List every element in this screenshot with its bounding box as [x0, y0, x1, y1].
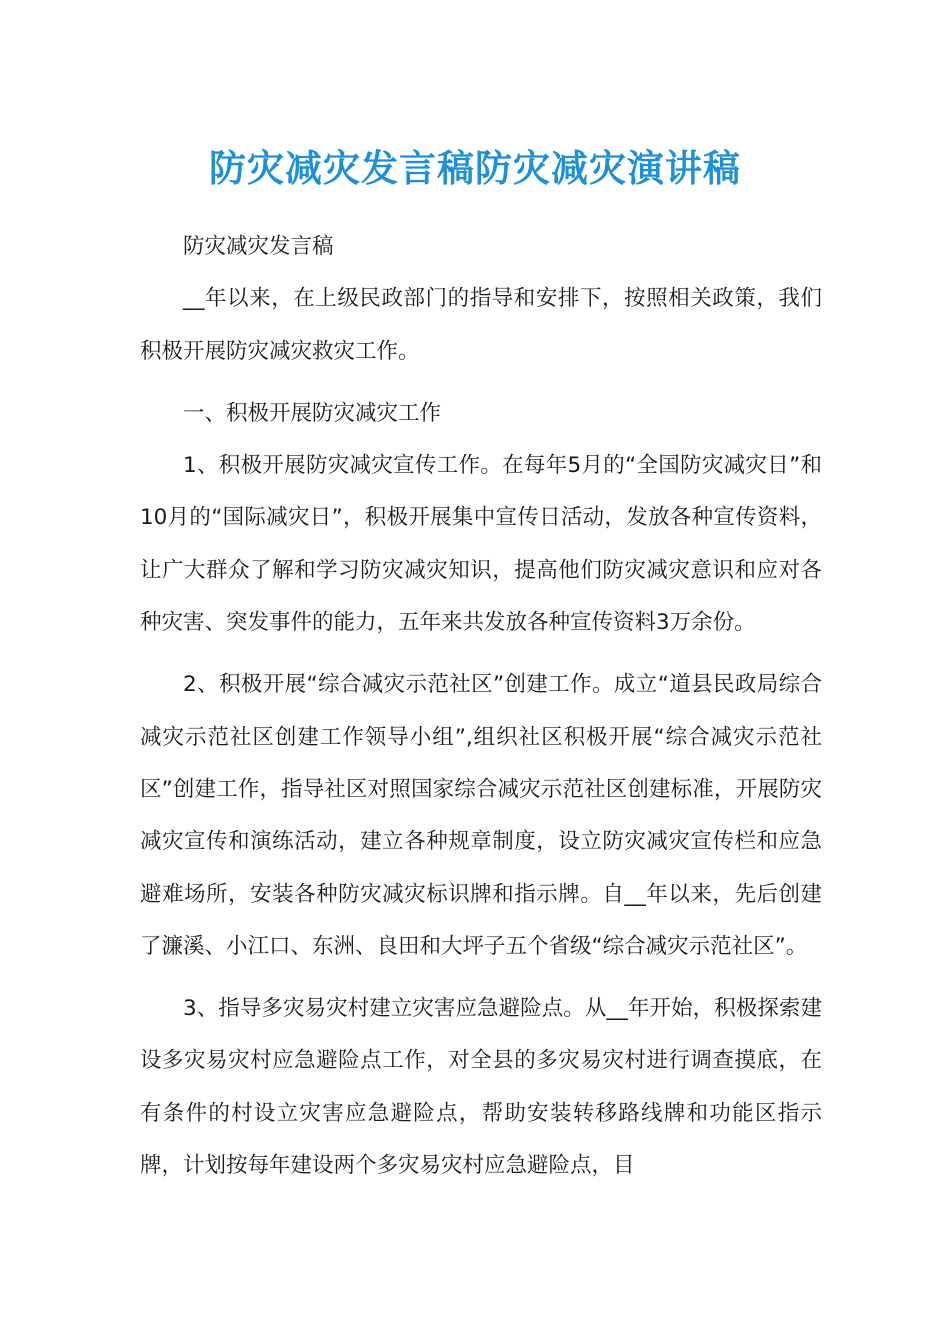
paragraph-intro: __年以来，在上级民政部门的指导和安排下，按照相关政策，我们积极开展防灾减灾救灾工作。 [140, 286, 822, 364]
document-body [140, 221, 822, 1202]
paragraph-item-2: 2、积极开展“综合减灾示范社区”创建工作。成立“道县民政局综合减灾示范社区创建工作领导小组”,组织社区积极开展“综合减灾示范社区”创建工作，指导社区对照国家综合减灾示范社区创建标准，开展防灾减灾宣传和演练活动，建立各种规章制度，设立防灾减灾宣传栏和应急避难场所，安装各种防灾减灾标识牌和指示牌。自__年以来，先后创建了濂溪、小江口、东洲、良田和大坪子五个省级“综合减灾示范社区”。 [140, 672, 822, 959]
paragraph-item-3: 3、指导多灾易灾村建立灾害应急避险点。从__年开始，积极探索建设多灾易灾村应急避险点工作，对全县的多灾易灾村进行调查摸底，在有条件的村设立灾害应急避险点，帮助安装转移路线牌和功能区指示牌，计划按每年建设两个多灾易灾村应急避险点，目 [140, 996, 822, 1179]
document-title: 防灾减灾发言稿防灾减灾演讲稿 [209, 146, 741, 190]
paragraph-subtitle: 防灾减灾发言稿 [183, 234, 334, 259]
paragraph-item-1: 1、积极开展防灾减灾宣传工作。在每年5月的“全国防灾减灾日”和10月的“国际减灾日”，积极开展集中宣传日活动，发放各种宣传资料，让广大群众了解和学习防灾减灾知识，提高他们防灾减灾意识和应对各种灾害、突发事件的能力，五年来共发放各种宣传资料3万余份。 [140, 453, 822, 636]
section-heading-1: 一、积极开展防灾减灾工作 [183, 400, 442, 426]
